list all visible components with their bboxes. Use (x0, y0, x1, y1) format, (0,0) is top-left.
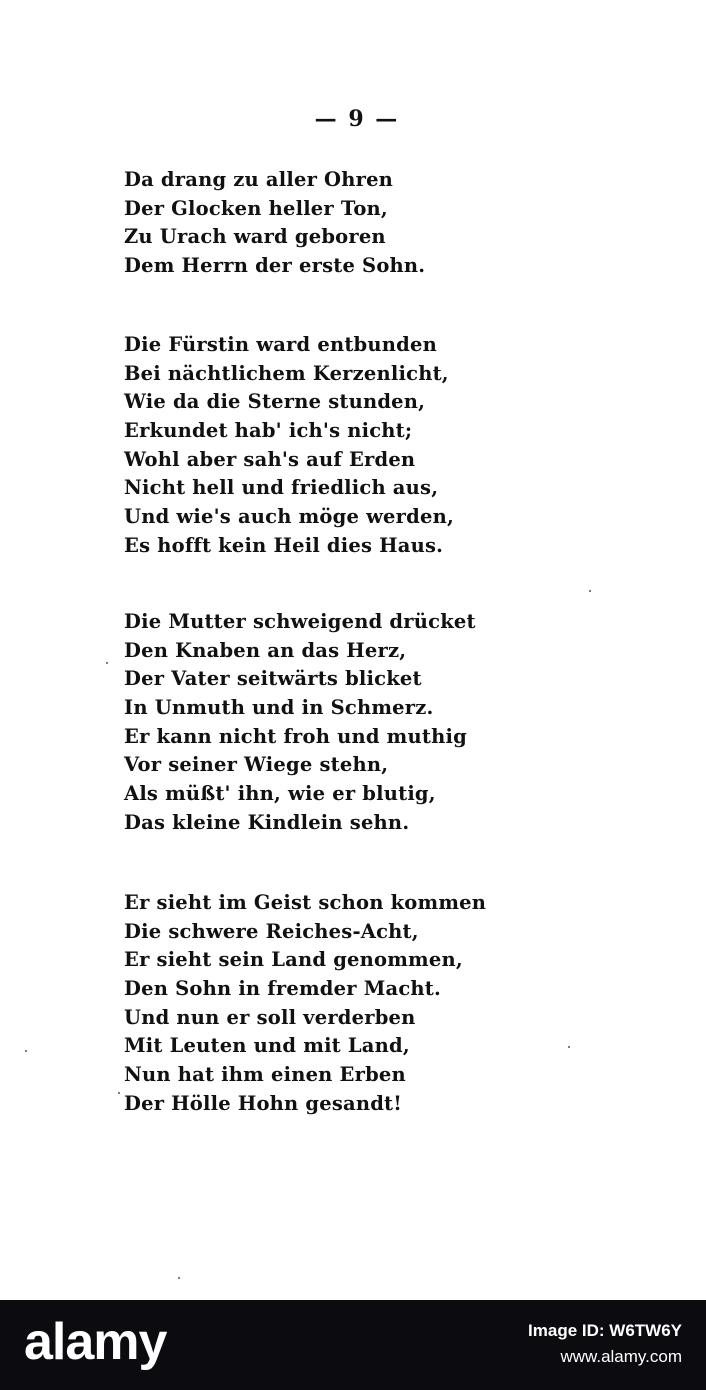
verse-line: Da drang zu aller Ohren (124, 168, 394, 191)
verse-line: Als müßt' ihn, wie er blutig, (124, 782, 436, 806)
verse-line: Und nun er soll verderben (124, 1005, 416, 1029)
verse-line: In Unmuth und in Schmerz. (124, 696, 434, 720)
verse-line: Vor seiner Wiege stehn, (124, 753, 389, 777)
verse-line: Den Sohn in fremder Macht. (124, 977, 441, 1001)
verse-line: Zu Urach ward geboren (124, 225, 386, 249)
alamy-logo: alamy (24, 1313, 167, 1371)
verse-line: Wohl aber sah's auf Erden (124, 447, 416, 471)
verse-line: Er sieht im Geist schon kommen (124, 891, 487, 914)
verse-line: Nicht hell und friedlich aus, (124, 476, 439, 500)
verse-line: Es hofft kein Heil dies Haus. (124, 533, 444, 557)
verse-line: Erkundet hab' ich's nicht; (124, 419, 413, 443)
watermark-banner (0, 1300, 706, 1390)
stanza-2 (124, 331, 454, 561)
verse-line: Die Mutter schweigend drücket (124, 610, 476, 633)
verse-line: Der Vater seitwärts blicket (124, 667, 422, 691)
verse-line: Bei nächtlichem Kerzenlicht, (124, 361, 449, 385)
verse-line: Er kann nicht froh und muthig (124, 724, 467, 748)
site-url: www.alamy.com (560, 1347, 682, 1366)
paper-speck (106, 662, 108, 664)
stanza-3 (124, 608, 476, 838)
verse-line: Und wie's auch möge werden, (124, 505, 454, 529)
verse-line: Nun hat ihm einen Erben (124, 1063, 406, 1087)
verse-line: Mit Leuten und mit Land, (124, 1034, 410, 1058)
verse-line: Die schwere Reiches-Acht, (124, 919, 419, 943)
stanza-1 (124, 166, 425, 281)
paper-speck (118, 1092, 120, 1094)
paper-speck (568, 1046, 570, 1048)
image-id: Image ID: W6TW6Y (528, 1321, 682, 1340)
paper-speck (25, 1050, 27, 1052)
verse-line: Der Hölle Hohn gesandt! (124, 1091, 403, 1115)
stock-info (528, 1318, 682, 1370)
verse-line: Wie da die Sterne stunden, (124, 390, 426, 414)
paper-speck (178, 1277, 180, 1279)
stanza-4 (124, 889, 486, 1119)
verse-line: Der Glocken heller Ton, (124, 196, 388, 220)
verse-line: Das kleine Kindlein sehn. (124, 810, 410, 834)
page-number: — 9 — (314, 106, 400, 132)
verse-line: Dem Herrn der erste Sohn. (124, 254, 426, 278)
verse-line: Die Fürstin ward entbunden (124, 333, 437, 356)
verse-line: Er sieht sein Land genommen, (124, 948, 463, 972)
verse-line: Den Knaben an das Herz, (124, 638, 407, 662)
paper-speck (589, 590, 591, 592)
